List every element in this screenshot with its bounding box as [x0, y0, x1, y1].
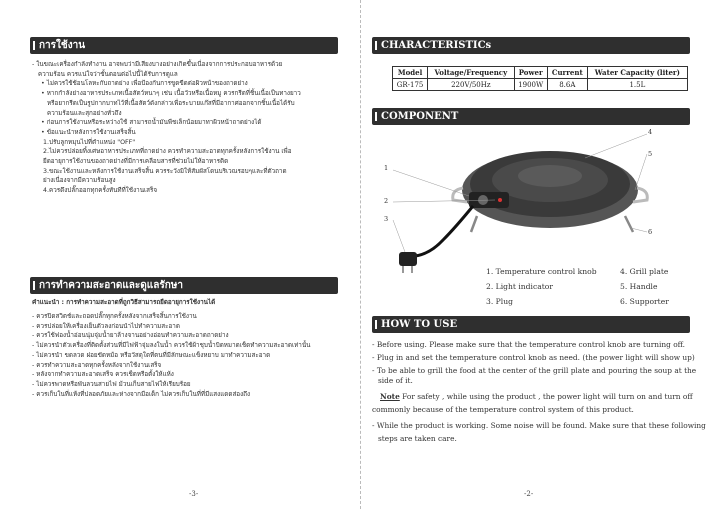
usage-line: - ในขณะเครื่องกำลังทำงาน อาจพบว่ามีเสียงบางอย่างเกิดขึ้นเนื่องจากการประกอบอาหารด้วย [32, 61, 283, 68]
page-number-right: -2- [524, 490, 534, 498]
component-item: 5. Handle [620, 282, 658, 291]
component-legend-left [486, 264, 597, 309]
howto-line: - Before using. Please make sure that the temperature control knob are turning off. [372, 340, 686, 349]
cleaning-line: - ควรใช้ฟองน้ำอ่อนนุ่มจุ่มน้ำยาล้างจานอย่างอ่อนทำความสะอาดถาดย่าง [32, 332, 229, 340]
usage-title: การใช้งาน [39, 40, 86, 51]
howto-text [372, 340, 706, 444]
cleaning-line: - ไม่ควรนำ ขดลวด ฝอยขัดหม้อ หรือวัสดุใดที่ตนที่มีลักษณะแข็งหยาบ มาทำความสะอาด [32, 351, 271, 359]
cleaning-line: - ไม่ควรพาดหรือพันลวนสายไฟ ม้วนเก็บสายไฟให้เรียบร้อย [32, 380, 191, 388]
component-item: 3. Plug [486, 297, 513, 306]
cleaning-line: - ควรปิดสวิตช์และถอดปลั๊กทุกครั้งหลังจากเสร็จสิ้นการใช้งาน [32, 313, 197, 320]
usage-line: 4.ควรดึงปลั๊กออกทุกครั้งทันทีที่ใช้งานเสร็จ [43, 187, 158, 195]
cleaning-text [32, 312, 310, 399]
howto-line: - While the product is working. Some noise will be found. Make sure that these following [372, 421, 706, 430]
howto-line: - Plug in and set the temperature control knob as need. (the power light will show up) [372, 353, 695, 362]
callout-5: 5 [648, 150, 653, 158]
spec-table [392, 66, 688, 91]
light-indicator [498, 198, 502, 202]
usage-line: ความร้อนและสุกอย่างทั่วถึง [47, 109, 122, 117]
component-section-header [372, 108, 690, 125]
note-line [372, 392, 706, 402]
usage-line: 2.ไม่ควรปล่อยทิ้งเศษอาหารประเภทที่ถาดย่าง ควรทำความสะอาดทุกครั้งหลังการใช้งาน เพื่อ [43, 148, 292, 156]
usage-text [32, 60, 301, 196]
usage-line: • หากกำลังย่างอาหารประเภทเนื้อสัตว์หนาๆ เช่น เนื้อวัวหรือเนื้อหมู ควรกรีดที่ชิ้นเนื้อเป็นทางยาว [41, 90, 301, 98]
callout-6: 6 [648, 228, 653, 236]
usage-line: 3.ขณะใช้งานและหลังการใช้งานเสร็จสิ้น ควรระวังมิให้สัมผัสโดนบริเวณรอบๆและที่ตัวถาด [43, 167, 287, 175]
page-divider [360, 0, 361, 509]
spec-header-cell: Voltage/Frequency [428, 67, 514, 79]
usage-line: ความร้อน ควรแน่ใจว่าขั้นตอนต่อไปนี้ได้รับการดูแล [38, 70, 178, 78]
spec-value-cell: GR-175 [393, 79, 428, 91]
usage-line: • ไม่ควรใช้ช้อนโลหะกับถาดย่าง เพื่อป้องกันการขูดขีดต่อผิวหน้าของถาดย่าง [41, 80, 248, 88]
plug [399, 252, 417, 266]
cleaning-line: - หลังจากทำความสะอาดเสร็จ ควรเช็ดหรือตั้งให้แห้ง [32, 371, 174, 379]
howto-section-header [372, 316, 690, 333]
spec-header-cell: Current [547, 67, 587, 79]
cleaning-line: - ควรทำความสะอาดทุกครั้งหลังจากใช้งานเสร็จ [32, 361, 162, 369]
note-text: For safety , while using the product , the power light will turn on and turn off [399, 392, 693, 401]
spec-header-cell: Water Capacity (liter) [587, 67, 687, 79]
grill-plate-center [518, 165, 582, 187]
usage-section-header [30, 37, 338, 54]
cleaning-title: การทำความสะอาดและดูแลรักษา [39, 280, 183, 291]
spec-header-row [393, 67, 688, 79]
component-legend-right [620, 264, 669, 309]
callout-line-3 [393, 220, 405, 252]
callout-3: 3 [384, 215, 389, 223]
characteristics-title: CHARACTERISTICs [381, 40, 492, 51]
howto-line: - To be able to grill the food at the center of the grill plate and pouring the soup at the [372, 366, 697, 375]
callout-line-1 [393, 170, 469, 196]
spec-value-cell: 220V/50Hz [428, 79, 514, 91]
characteristics-section-header [372, 37, 690, 54]
page-number-left: -3- [189, 490, 199, 498]
callout-line-5 [635, 154, 647, 190]
cleaning-line: - ควรปล่อยให้เครื่องเย็นตัวลงก่อนนำไปทำความสะอาด [32, 322, 180, 330]
usage-line: ย่างเนื่องจากมีความร้อนสูง [43, 177, 116, 185]
howto-line: steps are taken care. [378, 434, 457, 443]
usage-line: • ข้อแนะนำหลังการใช้งานเสร็จสิ้น [41, 128, 136, 136]
spec-value-cell: 1900W [514, 79, 547, 91]
cleaning-line: - ไม่ควรนำตัวเครื่องที่ติดตั้งส่วนที่มีไฟฟ้าจุ่มลงในน้ำ ควรใช้ผ้าชุบน้ำบิดหมาดเช็ดทำความสะอาดเท่านั้น [32, 342, 311, 350]
spec-header-cell: Model [393, 67, 428, 79]
spec-value-cell: 1.5L [587, 79, 687, 91]
component-item: 4. Grill plate [620, 267, 669, 276]
cleaning-heading: คำแนะนำ : การทำความสะอาดที่ถูกวิธีสามารถยืดอายุการใช้งานได้ [32, 299, 216, 306]
cleaning-line: - ควรเก็บในที่แห้งที่ปลอดภัยและห่างจากมือเด็ก ไม่ควรเก็บในที่ที่มีแสงแดดส่องถึง [32, 390, 251, 398]
cleaning-section-header [30, 277, 338, 294]
usage-line: 1.ปรับลูกหมุนไปที่ตำแหน่ง "OFF" [43, 138, 136, 146]
callout-line-4 [585, 134, 647, 158]
spec-value-cell: 8.6A [547, 79, 587, 91]
usage-line: • ก่อนการใช้งานหรือระหว่างใช้ สามารถน้ำมันพืชเล็กน้อยมาทาผิวหน้าถาดย่างได้ [41, 119, 262, 127]
note-label: Note [380, 392, 400, 401]
component-title: COMPONENT [381, 111, 459, 122]
spec-header-cell: Power [514, 67, 547, 79]
power-cable [415, 206, 473, 256]
usage-line: ยืดอายุการใช้งานของถาดย่างที่มีการเคลือบสารที่ช่วยไม่ให้อาหารติด [43, 158, 229, 166]
spec-value-row [393, 79, 688, 91]
component-item: 2. Light indicator [486, 282, 553, 291]
callout-2: 2 [384, 197, 389, 205]
callout-1: 1 [384, 164, 389, 172]
note-line: commonly because of the temperature control system of this product. [372, 405, 634, 414]
howto-title: HOW TO USE [381, 319, 458, 330]
component-item: 1. Temperature control knob [486, 267, 597, 276]
usage-line: หรือยากรีดเป็นรูปกากบาทไว้ที่เนื้อสัตว์ดังกล่าวเพื่อระบายแก๊สที่มีอากาศออกจากชิ้นเนื้อได้รับ [47, 99, 295, 107]
component-item: 6. Supporter [620, 297, 669, 306]
grill-illustration [385, 128, 675, 278]
howto-line: side of it. [378, 376, 413, 385]
callout-4: 4 [648, 128, 653, 136]
